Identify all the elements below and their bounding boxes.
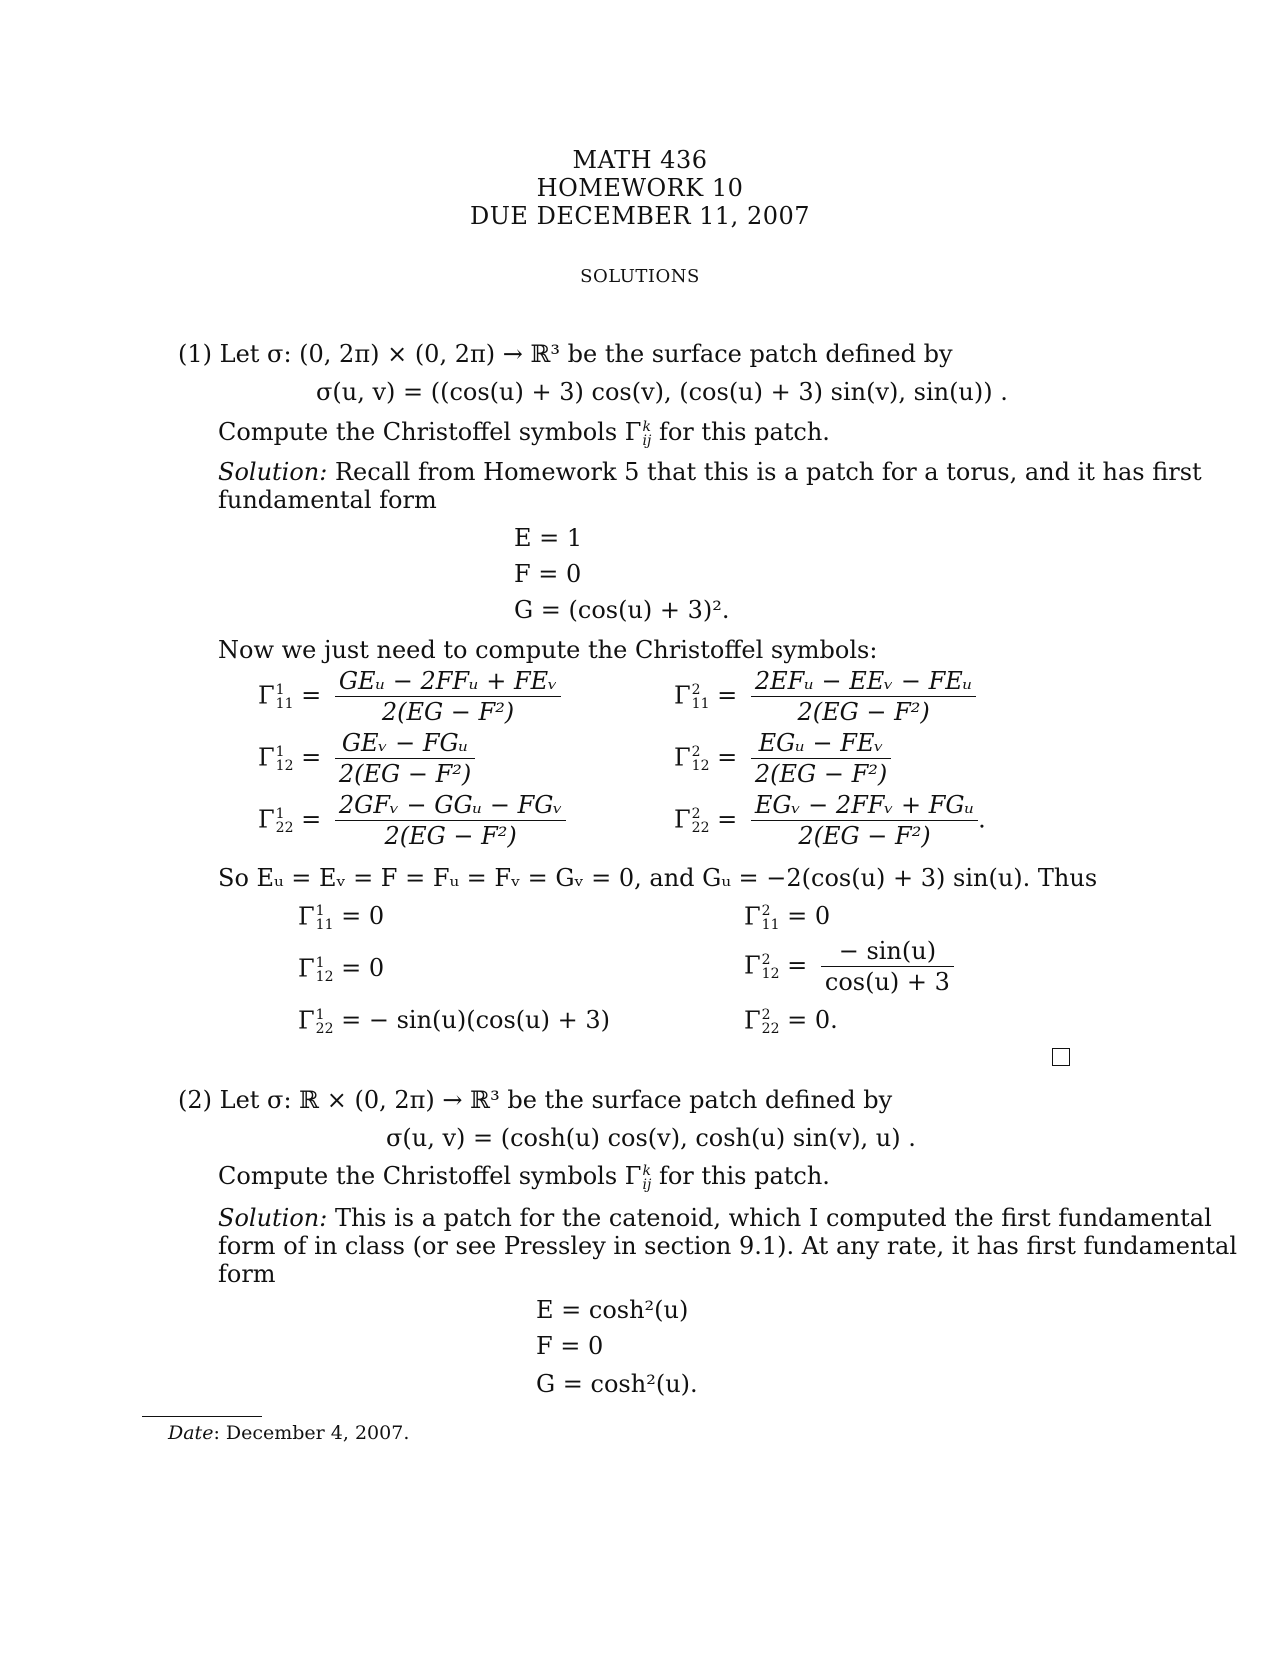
problem-text: Let σ: ℝ × (0, 2π) → ℝ³ be the surface patch defined by [219,1086,893,1114]
fff-E: E = 1 [514,524,583,552]
solutions-label: SOLUTIONS [580,266,700,287]
denominator: 2(EG − F²) [384,822,517,851]
denominator: 2(EG − F²) [797,698,930,727]
so-text: So Eᵤ = Eᵥ = F = Fᵤ = Fᵥ = Gᵥ = 0, and Gᵤ = −2(cos(u) + 3) sin(u). Thus [218,864,1098,892]
catenoid-fff-G: G = cosh²(u). [536,1370,698,1398]
denominator: 2(EG − F²) [754,760,888,789]
footnote-rule [142,1416,262,1417]
gamma-1-11-result: Γ 1 11 = 0 [298,902,385,933]
problem-text: Let σ: (0, 2π) × (0, 2π) → ℝ³ be the surface patch defined by [219,340,953,368]
solution-label: Solution: [218,1204,328,1232]
numerator: EGᵥ − 2FFᵥ + FGᵤ [751,792,978,821]
gamma-1-12-result: Γ 1 12 = 0 [298,954,385,985]
gamma-1-12-formula: Γ 1 12 = $\frac{\text{GEᵥ − FGᵤ}}{\text{2(EG − F²)}}$ [258,730,475,788]
numerator: 2EFᵤ − EEᵥ − FEᵤ [751,668,976,697]
catenoid-fff-F: F = 0 [536,1332,604,1360]
gamma-2-12-result: Γ 2 12 = $\frac{- \sin(u)}{\cos(u) + 3}$ [744,938,954,996]
catenoid-fff-E: E = cosh²(u) [536,1296,689,1324]
problem-1-definition: σ(u, v) = ((cos(u) + 3) cos(v), (cos(u) + 3) sin(v), sin(u)) . [316,378,1008,406]
footnote-text: : December 4, 2007. [213,1422,410,1444]
gamma-1-11-formula: Γ 1 11 = $\frac{\text{GEᵤ − 2FFᵤ + FEᵥ}}{\text{2(EG − F²)}}$ [258,668,561,726]
task-suffix: for this patch. [658,418,830,446]
task-prefix: Compute the Christoffel symbols Γ [218,418,642,446]
gamma-2-11-formula: Γ 2 11 = $\frac{\text{2EFᵤ − EEᵥ − FEᵤ}}{\text{2(EG − F²)}}$ [674,668,976,726]
solution-text: This is a patch for the catenoid, which I computed the first fundamental [334,1204,1212,1232]
problem-2-definition: σ(u, v) = (cosh(u) cos(v), cosh(u) sin(v), u) . [386,1124,916,1152]
gamma-2-12-formula: Γ 2 12 = $\frac{\text{EGᵤ − FEᵥ}}{\text{2(EG − F²)}}$ [674,730,891,788]
denominator: 2(EG − F²) [338,760,472,789]
solution-label: Solution: [218,458,328,486]
problem-2-statement [178,1086,892,1114]
assignment-title: HOMEWORK 10 [536,174,744,202]
numerator: EGᵤ − FEᵥ [751,730,891,759]
problem-1-solution-line2: fundamental form [218,486,437,514]
footnote-date [168,1422,409,1444]
problem-2-solution-line1 [218,1204,1212,1232]
problem-2-solution-line2: form of in class (or see Pressley in section 9.1). At any rate, it has first fundamental [218,1232,1238,1260]
problem-1-statement [178,340,953,368]
gamma-2-11-result: Γ 2 11 = 0 [744,902,831,933]
solution-text: Recall from Homework 5 that this is a patch for a torus, and it has first [334,458,1202,486]
christoffel-symbol: k ij [642,1162,652,1193]
qed-symbol [1052,1048,1070,1066]
task-prefix: Compute the Christoffel symbols Γ [218,1162,642,1190]
numerator: 2GFᵥ − GGᵤ − FGᵥ [335,792,566,821]
problem-1-solution-line1 [218,458,1202,486]
christoffel-symbol: k ij [642,418,652,449]
numerator: − sin(u) [821,938,954,967]
problem-1-task [218,418,830,448]
gamma-2-22-result: Γ 2 22 = 0. [744,1006,838,1037]
fff-F: F = 0 [514,560,582,588]
gamma-2-22-formula: Γ 2 22 = $\frac{\text{EGᵥ − 2FFᵥ + FGᵤ}}{\text{2(EG − F²)}}$ . [674,791,986,851]
denominator: 2(EG − F²) [798,822,931,851]
course-title: MATH 436 [572,146,708,174]
gamma-1-22-formula: Γ 1 22 = $\frac{\text{2GFᵥ − GGᵤ − FGᵥ}}{\text{2(EG − F²)}}$ [258,792,566,850]
task-suffix: for this patch. [658,1162,830,1190]
problem-number: (1) [178,340,212,368]
footnote-label: Date [168,1422,214,1444]
gamma-1-22-result: Γ 1 22 = − sin(u)(cos(u) + 3) [298,1006,610,1037]
problem-number: (2) [178,1086,212,1114]
denominator: 2(EG − F²) [381,698,515,727]
now-text: Now we just need to compute the Christoffel symbols: [218,636,878,664]
problem-2-solution-line3: form [218,1260,276,1288]
numerator: GEᵤ − 2FFᵤ + FEᵥ [335,668,561,697]
denominator: cos(u) + 3 [824,968,950,997]
fff-G: G = (cos(u) + 3)². [514,596,730,624]
numerator: GEᵥ − FGᵤ [335,730,475,759]
problem-2-task [218,1162,830,1192]
due-date: DUE DECEMBER 11, 2007 [469,202,811,230]
